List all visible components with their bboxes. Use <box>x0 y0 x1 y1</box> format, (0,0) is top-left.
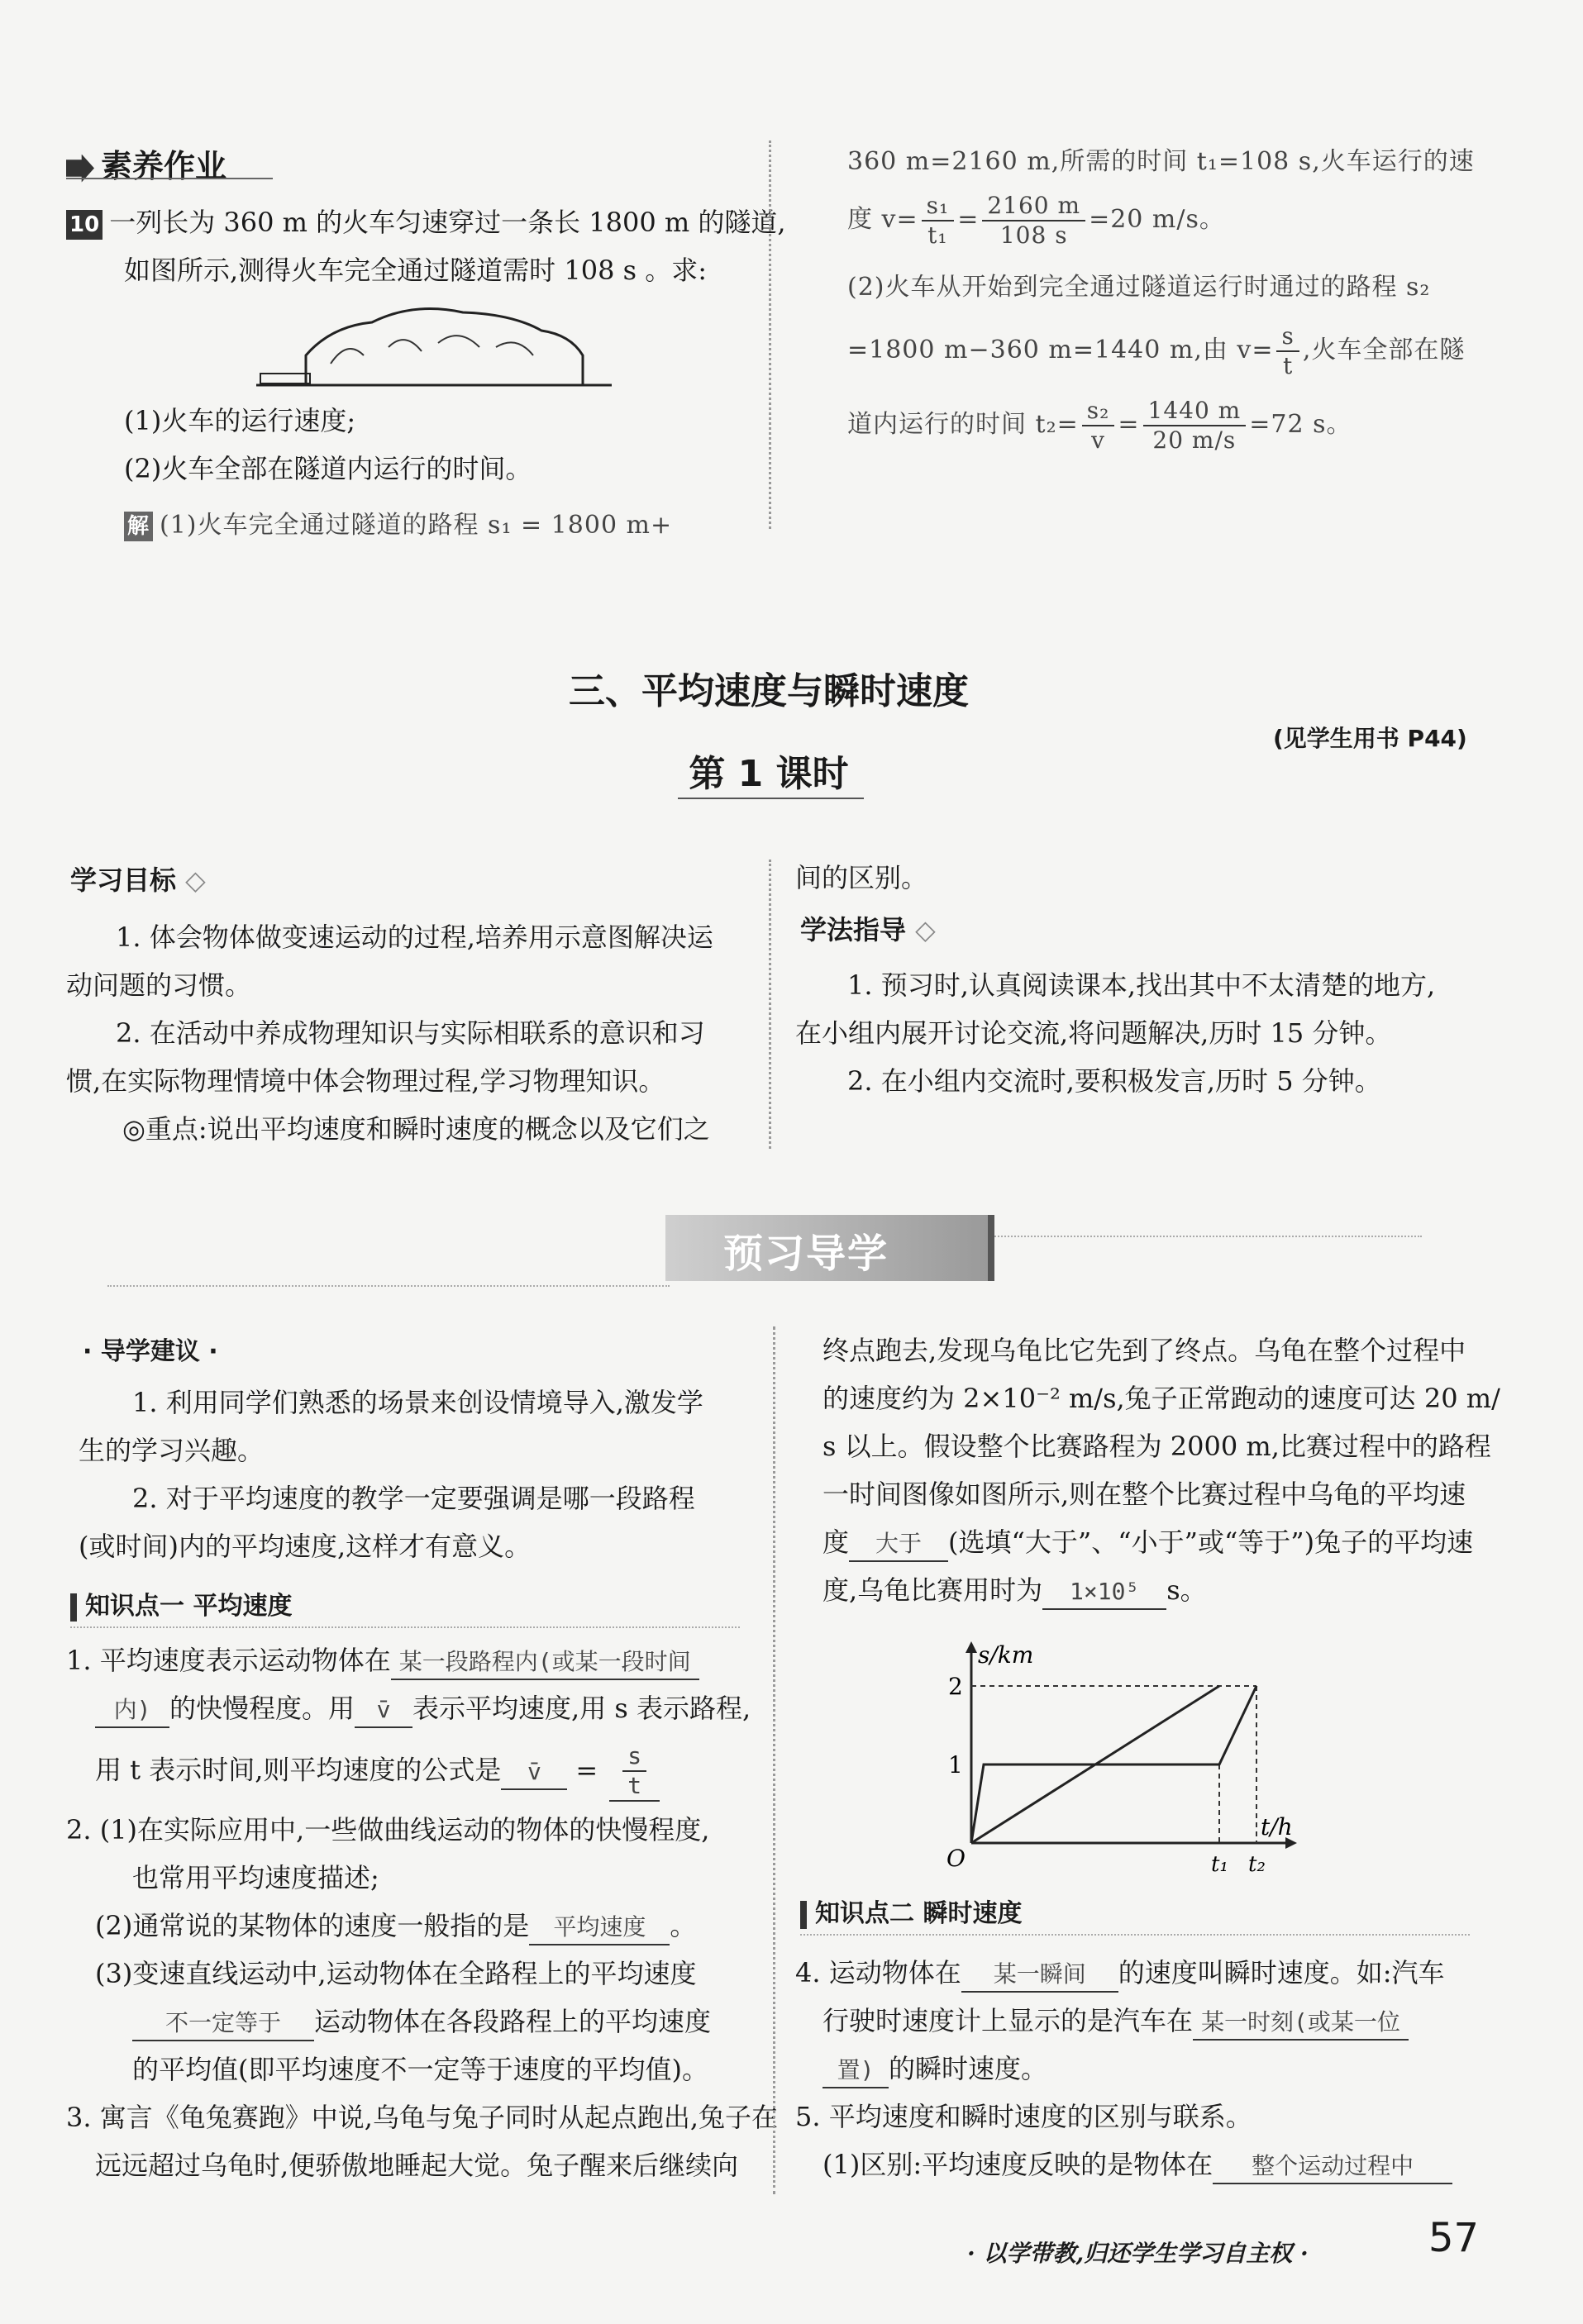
problem-10-line1: 10 一列长为 360 m 的火车匀速穿过一条长 1800 m 的隧道, <box>66 198 786 246</box>
goal-1b: 动问题的习惯。 <box>66 969 252 1001</box>
guide-2a: 2. 对于平均速度的教学一定要强调是哪一段路程 <box>132 1483 695 1514</box>
mountain-texture <box>331 336 533 364</box>
k1-rule <box>70 1626 740 1628</box>
diamond-icon: ◇ <box>185 864 206 896</box>
method-2: 2. 在小组内交流时,要积极发言,历时 5 分钟。 <box>847 1065 1381 1097</box>
k1-p2b: 也常用平均速度描述; <box>132 1862 379 1893</box>
rc-line5: 度 大于 (选填“大于”、“小于”或“等于”)兔子的平均速 <box>822 1518 1473 1566</box>
k2-p5a: (1)区别:平均速度反映的是物体在 整个运动过程中 <box>822 2141 1452 2188</box>
y-tick-label-2: 2 <box>948 1673 963 1700</box>
mountain-outline <box>306 309 583 384</box>
k1-line3: 用 t 表示时间,则平均速度的公式是 v̄ = $\frac{s}{t}$ <box>95 1742 663 1802</box>
k1-p2d: (3)变速直线运动中,运动物体在全路程上的平均速度 <box>95 1958 697 1989</box>
series-line-rabbit <box>971 1686 1256 1843</box>
fraction-1440-20: $\frac{1440 m}{20 m/s}$ <box>1143 397 1247 455</box>
k2-p5: 5. 平均速度和瞬时速度的区别与联系。 <box>795 2101 1252 2132</box>
solution-line1: 解 (1)火车完全通过隧道的路程 s₁ = 1800 m+ <box>124 504 672 541</box>
section-title: 素养作业 <box>66 140 226 186</box>
goal-1a: 1. 体会物体做变速运动的过程,培养用示意图解决运 <box>116 922 713 953</box>
k1-p2a: 2. (1)在实际应用中,一些做曲线运动的物体的快慢程度, <box>66 1814 710 1845</box>
k2-p4a: 4. 运动物体在 某一瞬间 的速度叫瞬时速度。如:汽车 <box>795 1949 1445 1997</box>
problem-10-line2: 如图所示,测得火车完全通过隧道需时 108 s 。求: <box>124 255 707 286</box>
k1-p3b: 远远超过乌龟时,便骄傲地睡起大觉。兔子醒来后继续向 <box>95 2150 739 2181</box>
rc-line6: 度,乌龟比赛用时为 1×10⁵ s。 <box>822 1566 1207 1614</box>
guide-heading: · 导学建议 · <box>83 1337 218 1366</box>
k1-p2f: 的平均值(即平均速度不一定等于速度的平均值)。 <box>132 2054 708 2085</box>
fraction-s2-v: $\frac{\text{s₂}}{v}$ <box>1082 397 1115 455</box>
goal-2a: 2. 在活动中养成物理知识与实际相联系的意识和习 <box>116 1017 705 1049</box>
fraction-s-t: $\frac{s}{t}$ <box>1276 322 1299 380</box>
footer-slogan: · 以学带教,归还学生学习自主权 · <box>967 2240 1309 2267</box>
banner-rule-right <box>992 1236 1422 1237</box>
solution-right-line5: 道内运行的时间 t₂= $\frac{\text{s₂}}{v}$ = $\frac{1440 m}{20 m/s}$ =72 s。 <box>847 397 1352 454</box>
origin-label: O <box>946 1845 966 1872</box>
solution-right-line2: 度 v= $\frac{\text{s₁}}{\text{t₁}}$ = $\frac{2160 m}{108 s}$ =20 m/s。 <box>847 192 1225 249</box>
lesson-title-rule <box>678 798 864 799</box>
diamond-icon: ◇ <box>915 914 936 945</box>
k2-p4c: 置) 的瞬时速度。 <box>822 2045 1047 2093</box>
rc-line1: 终点跑去,发现乌龟比它先到了终点。乌龟在整个过程中 <box>822 1335 1466 1366</box>
k2-p4b: 行驶时速度计上显示的是汽车在 某一时刻(或某一位 <box>822 1997 1409 2045</box>
banner-rule-left <box>107 1285 670 1287</box>
problem-number: 10 <box>66 210 103 240</box>
rc-line4: 一时间图像如图所示,则在整个比赛过程中乌龟的平均速 <box>822 1479 1466 1510</box>
preview-banner <box>665 1215 994 1281</box>
guide-1b: 生的学习兴趣。 <box>79 1435 265 1466</box>
preview-banner-label: 预习导学 <box>723 1231 889 1277</box>
chapter-title: 三、平均速度与瞬时速度 <box>569 670 969 712</box>
goals-heading: 学习目标 ◇ <box>70 864 206 896</box>
solution-right-line1: 360 m=2160 m,所需的时间 t₁=108 s,火车运行的速 <box>847 147 1475 176</box>
x-tick-label-t1: t₁ <box>1211 1852 1228 1876</box>
key-point: ◎重点:说出平均速度和瞬时速度的概念以及它们之 <box>122 1113 710 1145</box>
k1-p2e: 不一定等于 运动物体在各段路程上的平均速度 <box>132 1998 711 2045</box>
distance-time-chart <box>934 1636 1323 1876</box>
column-separator-top <box>769 140 771 529</box>
x-tick-label-t2: t₂ <box>1248 1852 1266 1876</box>
tunnel-illustration <box>256 298 612 397</box>
guide-1a: 1. 利用同学们熟悉的场景来创设情境导入,激发学 <box>132 1387 703 1418</box>
rc-line3: s 以上。假设整个比赛路程为 2000 m,比赛过程中的路程 <box>822 1431 1491 1462</box>
goal-2b: 惯,在实际物理情境中体会物理过程,学习物理知识。 <box>66 1065 665 1097</box>
k1-line2: 内) 的快慢程度。用 v̄ 表示平均速度,用 s 表示路程, <box>95 1684 751 1732</box>
lesson-title: 第 1 课时 <box>689 753 849 795</box>
section-title-rule <box>66 178 273 179</box>
knowledge-point-1-heading: 知识点一 平均速度 <box>70 1585 292 1622</box>
solution-right-line3: (2)火车从开始到完全通过隧道运行时通过的路程 s₂ <box>847 273 1431 302</box>
question-2: (2)火车全部在隧道内运行的时间。 <box>124 453 532 484</box>
formula-fraction: $\frac{s}{t}$ <box>609 1742 660 1802</box>
guide-2b: (或时间)内的平均速度,这样才有意义。 <box>79 1531 532 1562</box>
solution-badge: 解 <box>124 512 153 541</box>
k1-p3a: 3. 寓言《龟兔赛跑》中说,乌龟与兔子同时从起点跑出,兔子在 <box>66 2102 779 2133</box>
column-separator-goals <box>769 860 771 1149</box>
method-1b: 在小组内展开讨论交流,将问题解决,历时 15 分钟。 <box>795 1017 1392 1049</box>
chapter-reference: (见学生用书 P44) <box>1273 725 1467 752</box>
method-1a: 1. 预习时,认真阅读课本,找出其中不太清楚的地方, <box>847 969 1436 1001</box>
heading-marker <box>800 1901 807 1929</box>
k1-line1: 1. 平均速度表示运动物体在 某一段路程内(或某一段时间 <box>66 1636 699 1684</box>
knowledge-point-2-heading: 知识点二 瞬时速度 <box>800 1893 1022 1929</box>
train-shape <box>260 374 310 383</box>
method-heading: 学法指导 ◇ <box>800 914 936 945</box>
y-axis-label: s/km <box>978 1641 1034 1669</box>
y-axis-arrow <box>966 1641 977 1653</box>
x-axis-label: t/h <box>1261 1813 1293 1841</box>
rc-line2: 的速度约为 2×10⁻² m/s,兔子正常跑动的速度可达 20 m/ <box>822 1383 1500 1414</box>
k2-rule <box>800 1934 1470 1936</box>
heading-marker <box>70 1593 77 1622</box>
question-1: (1)火车的运行速度; <box>124 405 356 436</box>
solution-right-line4: =1800 m−360 m=1440 m,由 v= $\frac{s}{t}$ ,火车全部在隧 <box>847 322 1466 379</box>
fraction-s1-t1: $\frac{\text{s₁}}{\text{t₁}}$ <box>922 192 955 250</box>
series-lines <box>971 1686 1256 1843</box>
y-tick-label-1: 1 <box>948 1751 963 1779</box>
key-point-cont: 间的区别。 <box>795 862 928 893</box>
page-number: 57 <box>1428 2215 1480 2261</box>
column-separator-bottom <box>773 1326 775 2194</box>
k1-p2c: (2)通常说的某物体的速度一般指的是 平均速度 。 <box>95 1902 696 1950</box>
fraction-2160-108: $\frac{2160 m}{108 s}$ <box>982 192 1085 250</box>
